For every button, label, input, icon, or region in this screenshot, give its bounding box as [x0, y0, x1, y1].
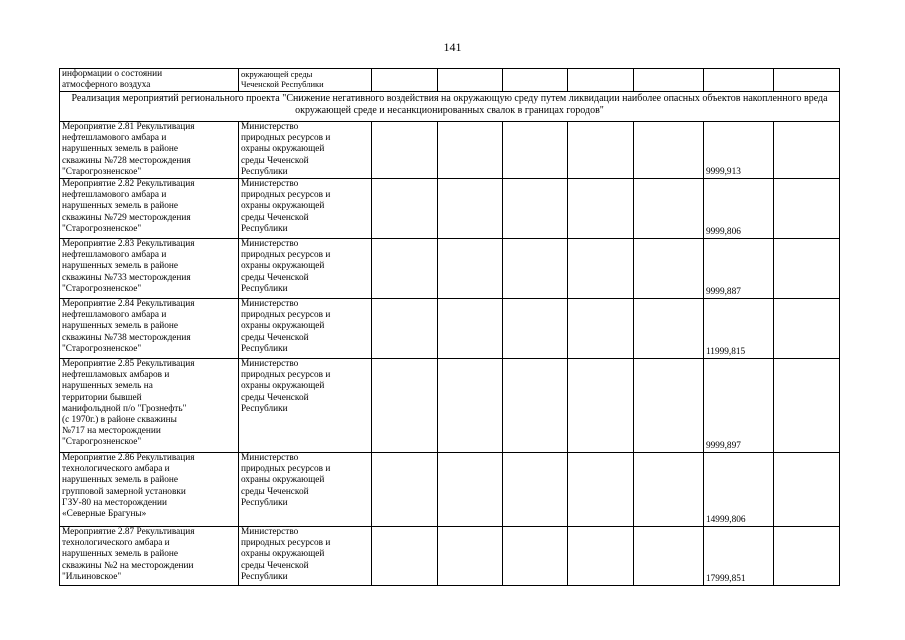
- continuation-info-cell: информации о состоянии атмосферного воздуха: [60, 69, 239, 92]
- empty-cell: [438, 69, 503, 92]
- empty-cell: [503, 453, 568, 527]
- funding-amount-cell: 11999,815: [704, 299, 774, 359]
- measure-description-cell: Мероприятие 2.85 Рекультивация нефтешламовых амбаров и нарушенных земель на территории бывшей манифольдной п/о "Грознефть" (с 1970г.) в районе скважины №717 на месторождении "Старогрозненское": [60, 359, 239, 453]
- empty-cell: [568, 122, 634, 179]
- empty-cell: [438, 299, 503, 359]
- funding-amount-cell: 9999,806: [704, 179, 774, 239]
- empty-cell: [372, 299, 438, 359]
- measure-row: [60, 527, 840, 586]
- empty-cell: [568, 299, 634, 359]
- measure-row: [60, 359, 840, 453]
- empty-cell: [372, 527, 438, 586]
- measure-description-cell: Мероприятие 2.82 Рекультивация нефтешламового амбара и нарушенных земель в районе скважины №729 месторождения "Старогрозненское": [60, 179, 239, 239]
- funding-amount-cell: 14999,806: [704, 453, 774, 527]
- responsible-org-cell: Министерство природных ресурсов и охраны окружающей среды Чеченской Республики: [239, 527, 372, 586]
- responsible-org-cell: Министерство природных ресурсов и охраны окружающей среды Чеченской Республики: [239, 239, 372, 299]
- empty-cell: [438, 122, 503, 179]
- section-heading-row: [60, 92, 840, 122]
- section-heading: Реализация мероприятий регионального проекта "Снижение негативного воздействия на окружающую среду путем ликвидации наиболее опасных объектов накопленного вреда окружающей среде и несанкционированных свалок в границах городов": [60, 92, 840, 122]
- empty-cell: [372, 69, 438, 92]
- responsible-org-cell: Министерство природных ресурсов и охраны окружающей среды Чеченской Республики: [239, 359, 372, 453]
- empty-cell: [503, 299, 568, 359]
- measure-description-cell: Мероприятие 2.87 Рекультивация технологического амбара и нарушенных земель в районе скважины №2 на месторождении "Ильиновское": [60, 527, 239, 586]
- measure-row: [60, 239, 840, 299]
- empty-cell: [438, 179, 503, 239]
- measure-description-cell: Мероприятие 2.84 Рекультивация нефтешламового амбара и нарушенных земель в районе скважины №738 месторождения "Старогрозненское": [60, 299, 239, 359]
- empty-cell: [503, 359, 568, 453]
- responsible-org-cell: Министерство природных ресурсов и охраны окружающей среды Чеченской Республики: [239, 453, 372, 527]
- measure-row: [60, 179, 840, 239]
- empty-cell: [372, 239, 438, 299]
- empty-cell: [634, 179, 704, 239]
- empty-cell: [634, 359, 704, 453]
- empty-cell: [503, 122, 568, 179]
- empty-cell: [372, 359, 438, 453]
- measure-description-cell: Мероприятие 2.81 Рекультивация нефтешламового амбара и нарушенных земель в районе скважины №728 месторождения "Старогрозненское": [60, 122, 239, 179]
- empty-cell: [774, 299, 840, 359]
- empty-cell: [634, 299, 704, 359]
- empty-cell: [568, 179, 634, 239]
- empty-cell: [774, 239, 840, 299]
- empty-cell: [372, 179, 438, 239]
- empty-cell: [774, 359, 840, 453]
- empty-cell: [774, 122, 840, 179]
- empty-cell: [372, 453, 438, 527]
- empty-cell: [774, 69, 840, 92]
- empty-cell: [774, 453, 840, 527]
- measure-description-cell: Мероприятие 2.83 Рекультивация нефтешламового амбара и нарушенных земель в районе скважины №733 месторождения "Старогрозненское": [60, 239, 239, 299]
- empty-cell: [634, 69, 704, 92]
- measure-row: [60, 299, 840, 359]
- empty-cell: [503, 179, 568, 239]
- empty-cell: [438, 359, 503, 453]
- empty-cell: [372, 122, 438, 179]
- funding-amount-cell: 9999,887: [704, 239, 774, 299]
- empty-cell: [568, 527, 634, 586]
- empty-cell: [438, 527, 503, 586]
- funding-amount-cell: 17999,851: [704, 527, 774, 586]
- empty-cell: [568, 69, 634, 92]
- empty-cell: [568, 453, 634, 527]
- empty-cell: [503, 239, 568, 299]
- responsible-org-cell: Министерство природных ресурсов и охраны окружающей среды Чеченской Республики: [239, 122, 372, 179]
- measure-row: [60, 122, 840, 179]
- empty-cell: [438, 453, 503, 527]
- responsible-org-cell: Министерство природных ресурсов и охраны окружающей среды Чеченской Республики: [239, 179, 372, 239]
- funding-amount-cell: 9999,913: [704, 122, 774, 179]
- empty-cell: [634, 239, 704, 299]
- program-table: [59, 68, 840, 586]
- empty-cell: [774, 179, 840, 239]
- funding-amount-cell: 9999,897: [704, 359, 774, 453]
- continuation-row: [60, 69, 840, 92]
- measure-row: [60, 453, 840, 527]
- continuation-org-cell: окружающей среды Чеченской Республики: [239, 69, 372, 92]
- empty-cell: [568, 239, 634, 299]
- responsible-org-cell: Министерство природных ресурсов и охраны окружающей среды Чеченской Республики: [239, 299, 372, 359]
- empty-cell: [634, 527, 704, 586]
- empty-cell: [634, 122, 704, 179]
- empty-cell: [568, 359, 634, 453]
- empty-cell: [634, 453, 704, 527]
- measure-description-cell: Мероприятие 2.86 Рекультивация технологического амбара и нарушенных земель в районе групповой замерной установки ГЗУ-80 на месторождении «Северные Брагуны»: [60, 453, 239, 527]
- empty-cell: [503, 527, 568, 586]
- page-number: 141: [443, 40, 462, 54]
- empty-cell: [438, 239, 503, 299]
- empty-cell: [774, 527, 840, 586]
- empty-cell: [503, 69, 568, 92]
- empty-cell: [704, 69, 774, 92]
